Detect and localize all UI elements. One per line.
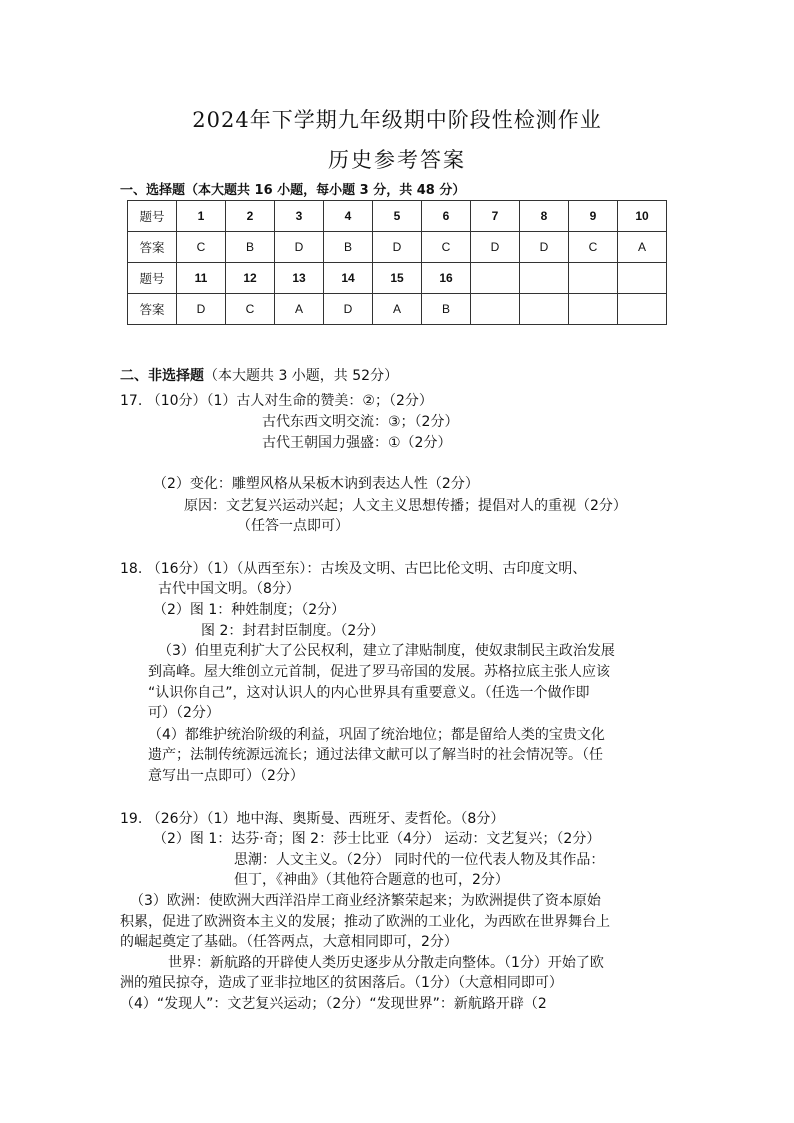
answer-line: 18. （16分）（1）（从西至东）：古埃及文明、古巴比伦文明、古印度文明、 [120, 561, 587, 577]
answer-line: （2）图 1：种姓制度；（2分） [153, 602, 346, 618]
answer-line: 但丁，《神曲》（其他符合题意的也可，2分） [234, 872, 509, 888]
answer-cell: C [226, 294, 275, 325]
question-number: 5 [373, 201, 422, 232]
page-subtitle: 历史参考答案 [328, 148, 466, 172]
answer-cell: A [275, 294, 324, 325]
question-number [471, 263, 520, 294]
page-title: 2024年下学期九年级期中阶段性检测作业 [192, 108, 602, 132]
answer-table [127, 200, 667, 325]
answer-line: 古代王朝国力强盛：①（2分） [262, 435, 452, 451]
row-label: 题号 [128, 263, 177, 294]
answer-cell: D [520, 232, 569, 263]
table-row [128, 294, 667, 325]
answer-line: 古代中国文明。（8分） [158, 581, 300, 597]
question-number: 16 [422, 263, 471, 294]
table-row [128, 201, 667, 232]
question-number: 4 [324, 201, 373, 232]
section2-heading [120, 366, 398, 386]
answer-line: 洲的殖民掠夺，造成了亚非拉地区的贫困落后。（1分）（大意相同即可） [120, 975, 563, 991]
answer-line: （2）变化：雕塑风格从呆板木讷到表达人性（2分） [153, 476, 479, 492]
answer-cell: D [324, 294, 373, 325]
answer-line: （任答一点即可） [237, 518, 349, 534]
answer-cell [520, 294, 569, 325]
answer-cell: D [373, 232, 422, 263]
answer-line: （3）欧洲：使欧洲大西洋沿岸工商业经济繁荣起来；为欧洲提供了资本原始 [130, 893, 601, 909]
answer-cell: D [471, 232, 520, 263]
section1-heading: 一、选择题（本大题共 16 小题，每小题 3 分，共 48 分） [120, 183, 466, 198]
answer-line: 世界：新航路的开辟使人类历史逐步从分散走向整体。（1分）开始了欧 [168, 955, 604, 971]
answer-cell: A [373, 294, 422, 325]
answer-line: （4）“发现人”：文艺复兴运动；（2分）“发现世界”：新航路开辟（2 [120, 996, 547, 1012]
answer-line: 可）（2分） [148, 705, 220, 721]
row-label: 题号 [128, 201, 177, 232]
question-number: 15 [373, 263, 422, 294]
question-number: 11 [177, 263, 226, 294]
question-number: 3 [275, 201, 324, 232]
row-label: 答案 [128, 294, 177, 325]
answer-cell [471, 294, 520, 325]
answer-cell: C [177, 232, 226, 263]
answer-line: 意写出一点即可）（2分） [148, 768, 304, 784]
answer-cell: A [618, 232, 667, 263]
answer-cell [569, 294, 618, 325]
answer-cell: B [226, 232, 275, 263]
question-number: 9 [569, 201, 618, 232]
answer-line: （4）都维护统治阶级的利益，巩固了统治地位；都是留给人类的宝贵文化 [148, 727, 605, 743]
answer-line: 17. （10分）（1）古人对生命的赞美：②；（2分） [120, 393, 433, 409]
answer-line: 的崛起奠定了基础。（任答两点，大意相同即可，2分） [120, 934, 458, 950]
answer-cell: C [422, 232, 471, 263]
question-number [520, 263, 569, 294]
question-number: 6 [422, 201, 471, 232]
question-number: 8 [520, 201, 569, 232]
question-number: 12 [226, 263, 275, 294]
answer-line: 遗产；法制传统源远流长；通过法律文献可以了解当时的社会情况等。（任 [148, 747, 603, 763]
answer-line: 图 2：封君封臣制度。（2分） [201, 623, 385, 639]
question-number [618, 263, 667, 294]
answer-line: 古代东西文明交流：③；（2分） [262, 414, 459, 430]
question-number: 7 [471, 201, 520, 232]
section2-heading-bold: 二、非选择题 [120, 368, 204, 384]
answer-line: （3）伯里克利扩大了公民权利，建立了津贴制度，使奴隶制民主政治发展 [158, 643, 615, 659]
question-number: 2 [226, 201, 275, 232]
question-number: 13 [275, 263, 324, 294]
answer-cell: D [275, 232, 324, 263]
question-number: 14 [324, 263, 373, 294]
answer-cell: B [324, 232, 373, 263]
answer-line: 原因：文艺复兴运动兴起；人文主义思想传播；提倡对人的重视（2分） [184, 498, 627, 514]
section2-heading-rest: （本大题共 3 小题，共 52分） [204, 368, 399, 384]
table-row [128, 232, 667, 263]
answer-cell: C [569, 232, 618, 263]
question-number: 10 [618, 201, 667, 232]
answer-line: 19. （26分）（1）地中海、奥斯曼、西班牙、麦哲伦。（8分） [120, 811, 505, 827]
answer-cell: B [422, 294, 471, 325]
answer-cell [618, 294, 667, 325]
question-number: 1 [177, 201, 226, 232]
answer-line: （2）图 1：达芬·奇；图 2：莎士比亚（4分） 运动：文艺复兴；（2分） [153, 831, 601, 847]
answer-line: 思潮：人文主义。（2分） 同时代的一位代表人物及其作品： [234, 852, 605, 868]
row-label: 答案 [128, 232, 177, 263]
answer-line: 到高峰。屋大维创立元首制，促进了罗马帝国的发展。苏格拉底主张人应该 [148, 664, 610, 680]
answer-cell: D [177, 294, 226, 325]
table-row [128, 263, 667, 294]
question-number [569, 263, 618, 294]
answer-line: 积累，促进了欧洲资本主义的发展；推动了欧洲的工业化，为西欧在世界舞台上 [120, 914, 610, 930]
answer-line: “认识你自己”，这对认识人的内心世界具有重要意义。（任选一个做作即 [148, 685, 590, 701]
